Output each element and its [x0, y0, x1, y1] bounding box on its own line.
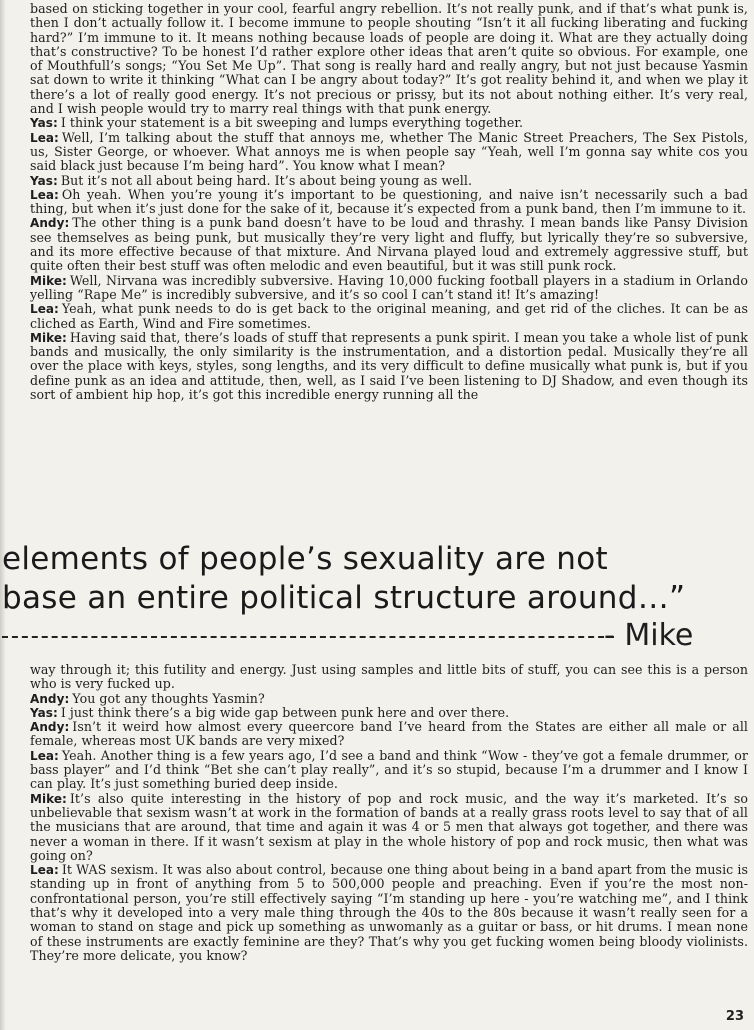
speaker-name: Mike:: [30, 330, 67, 345]
interview-text-top: [30, 2, 748, 402]
interview-paragraph: [30, 116, 748, 130]
speaker-name: Yas:: [30, 705, 58, 720]
paragraph-text: Well, I’m talking about the stuff that annoys me, whether The Manic Street Preachers, The Sex Pistols, us, Sister George, or whoever. What annoys me is when people say “Yeah, well I’m gonna say white cos you said black just because I’m being hard”. You know what I mean?: [30, 129, 748, 174]
paragraph-text: It’s also quite interesting in the history of pop and rock music, and the way it’s marketed. It’s so unbelievable that sexism wasn’t at work in the formation of bands at a really grass roots level to say that of all the musicians that are around, that time and again it was 4 or 5 men that always got together, and there was never a woman in there. If it wasn’t sexism at play in the whole history of pop and rock music, then what was going on?: [30, 790, 748, 863]
interview-text-bottom: [30, 663, 748, 963]
pull-quote-dashed-rule: [2, 636, 614, 638]
speaker-name: Andy:: [30, 720, 70, 735]
paragraph-text: based on sticking together in your cool, fearful angry rebellion. It’s not really punk, and if that’s what punk is, then I don’t actually follow it. I become immune to people shouting “Isn’t it all fucking liberating and fucking hard?” I’m immune to it. It means nothing because loads of people are doing it. What are they actually doing that’s constructive? To be honest I’d rather explore other ideas that aren’t quite so obvious. For example, one of Mouthfull’s songs; “You Set Me Up”. That song is really hard and really angry, but not just because Yasmin sat down to write it thinking “What can I be angry about today?” It’s got reality behind it, and when we play it there’s a lot of really good energy. It’s not precious or prissy, but its not about nothing either. It’s very real, and I wish people would try to marry real things with that punk energy.: [30, 1, 748, 117]
speaker-name: Lea:: [30, 748, 59, 763]
interview-paragraph: [30, 188, 748, 217]
interview-paragraph: [30, 174, 748, 188]
page-number: 23: [725, 1009, 744, 1024]
paragraph-text: It WAS sexism. It was also about control, because one thing about being in a band apart from the music is standing up in front of anything from 5 to 500,000 people and preaching. Even if you’re the most non-confrontational person, you’re still effectively saying “I’m standing up here - you’re watching me”, and I think that’s why it developed into a very male thing through the 40s to the 80s because it wasn’t really seen for a woman to stand on stage and pick up something as unwomanly as a guitar or bass, or hit drums. I mean none of these instruments are exactly feminine are they? That’s why you get fucking women being bloody violinists. They’re more delicate, you know?: [30, 862, 748, 963]
interview-paragraph: [30, 216, 748, 273]
interview-paragraph: [30, 663, 748, 692]
speaker-name: Lea:: [30, 187, 59, 202]
speaker-name: Lea:: [30, 130, 59, 145]
paragraph-text: Well, Nirvana was incredibly subversive. Having 10,000 fucking football players in a stadium in Orlando yelling “Rape Me” is incredibly subversive, and it’s so cool I can’t stand it! It’s amazing!: [30, 272, 748, 302]
speaker-name: Yas:: [30, 116, 58, 131]
paragraph-text: I just think there’s a big wide gap between punk here and over there.: [60, 704, 510, 720]
paragraph-text: Yeah, what punk needs to do is get back to the original meaning, and get rid of the cliches. It can be as cliched as Earth, Wind and Fire sometimes.: [30, 301, 748, 331]
paragraph-text: Yeah. Another thing is a few years ago, I’d see a band and think “Wow - they’ve got a female drummer, or bass player” and I’d think “Bet she can’t play really”, and it’s so stupid, because I’m a drummer and I know I can play. It’s just something buried deep inside.: [30, 747, 748, 792]
speaker-name: Mike:: [30, 273, 67, 288]
paragraph-text: Isn’t it weird how almost every queercore band I’ve heard from the States are either all male or all female, whereas most UK bands are very mixed?: [30, 719, 748, 749]
interview-paragraph: [30, 706, 748, 720]
interview-paragraph: [30, 274, 748, 303]
paragraph-text: Oh yeah. When you’re young it’s important to be questioning, and naive isn’t necessarily such a bad thing, but when it’s just done for the sake of it, because it’s expected from a punk band, then I’m immune to it.: [30, 186, 748, 217]
paragraph-text: Having said that, there’s loads of stuff that represents a punk spirit. I mean you take a whole list of punk bands and musically, the only similarity is the instrumentation, and a distortion pedal. Musically they’re all over the place with keys, styles, song lengths, and its very difficult to define musically what punk is, but if you define punk as an idea and attitude, then, well, as I said I’ve been listening to DJ Shadow, and even though its sort of ambient hip hop, it’s got this incredible energy running all the: [30, 329, 748, 403]
interview-paragraph: [30, 2, 748, 116]
speaker-name: Lea:: [30, 863, 59, 878]
paragraph-text: way through it; this futility and energy. Just using samples and little bits of stuff, you can see this is a person who is very fucked up.: [30, 662, 748, 692]
interview-paragraph: [30, 331, 748, 402]
interview-paragraph: [30, 131, 748, 174]
paragraph-text: I think your statement is a bit sweeping and lumps everything together.: [60, 115, 524, 131]
pull-quote-attribution: - Mike: [604, 618, 694, 653]
speaker-name: Andy:: [30, 216, 70, 231]
interview-paragraph: [30, 863, 748, 963]
interview-paragraph: [30, 720, 748, 749]
paragraph-text: But it’s not all about being hard. It’s about being young as well.: [60, 172, 472, 188]
paragraph-text: The other thing is a punk band doesn’t have to be loud and thrashy. I mean bands like Pansy Division see themselves as being punk, but musically they’re very light and fluffy, but lyrically they’re so subversive, and its more effective because of that mixture. And Nirvana played loud and extremely aggressive stuff, but quite often their best stuff was often melodic and even beautiful, but it was still punk rock.: [30, 215, 748, 274]
interview-paragraph: [30, 749, 748, 792]
paragraph-text: You got any thoughts Yasmin?: [72, 690, 265, 706]
speaker-name: Lea:: [30, 302, 59, 317]
page-binding-edge: [0, 0, 6, 1030]
interview-paragraph: [30, 692, 748, 706]
pull-quote-line-1: elements of people’s sexuality are not: [2, 541, 608, 577]
speaker-name: Yas:: [30, 173, 58, 188]
interview-paragraph: [30, 792, 748, 863]
interview-paragraph: [30, 302, 748, 331]
speaker-name: Mike:: [30, 791, 67, 806]
speaker-name: Andy:: [30, 691, 70, 706]
pull-quote-line-2: base an entire political structure around…”: [2, 580, 686, 616]
